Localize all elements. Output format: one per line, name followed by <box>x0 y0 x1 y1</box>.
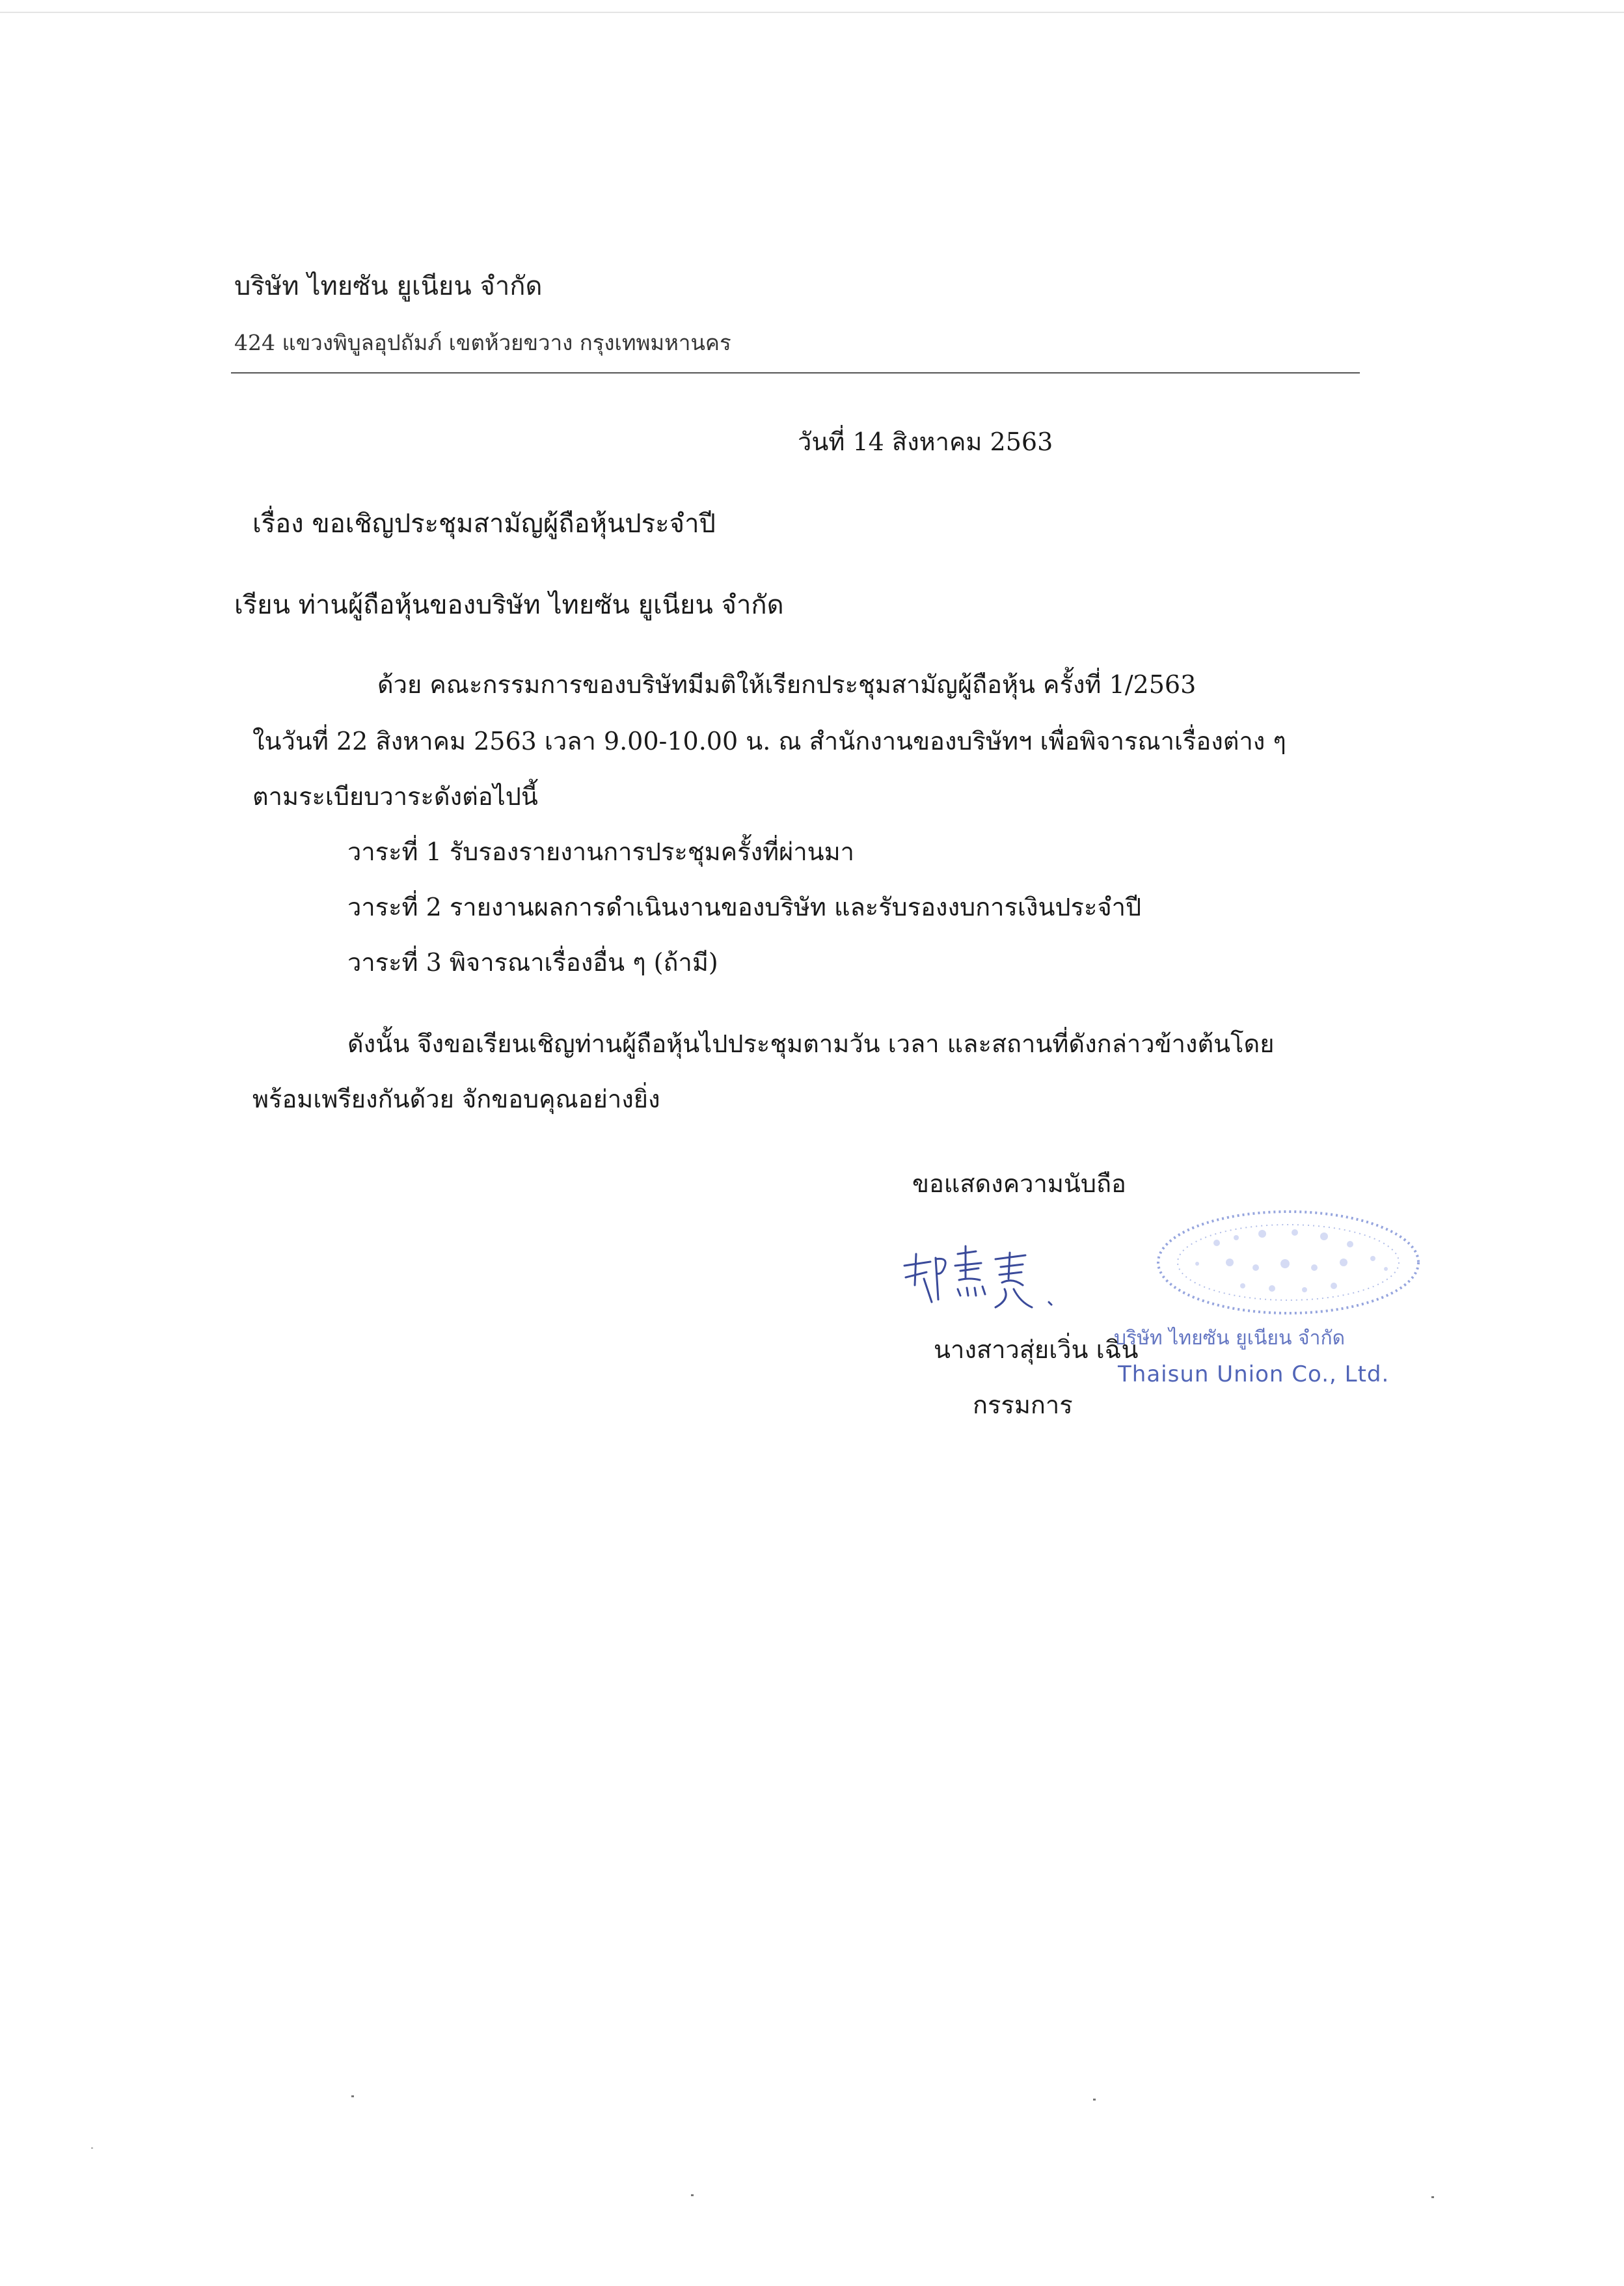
body-line-3: ตามระเบียบวาระดังต่อไปนี้ <box>252 782 538 811</box>
handwritten-signature <box>898 1240 1067 1318</box>
agenda-item-3: วาระที่ 3 พิจารณาเรื่องอื่น ๆ (ถ้ามี) <box>347 948 718 977</box>
company-name: บริษัท ไทยซัน ยูเนียน จำกัด <box>234 271 543 301</box>
signer-title: กรรมการ <box>973 1391 1073 1419</box>
conclusion-line-2: พร้อมเพรียงกันด้วย จักขอบคุณอย่างยิ่ง <box>252 1085 660 1113</box>
scan-speck <box>691 2194 694 2196</box>
letter-date: วันที่ 14 สิงหาคม 2563 <box>798 428 1053 456</box>
scan-speck <box>1431 2196 1434 2198</box>
letterhead-divider <box>231 372 1360 374</box>
letter-subject: เรื่อง ขอเชิญประชุมสามัญผู้ถือหุ้นประจำปี <box>252 509 716 539</box>
body-line-1: ด้วย คณะกรรมการของบริษัทมีมติให้เรียกประชุมสามัญผู้ถือหุ้น ครั้งที่ 1/2563 <box>377 670 1197 699</box>
company-address: 424 แขวงพิบูลอุปถัมภ์ เขตห้วยขวาง กรุงเทพมหานคร <box>234 330 731 355</box>
closing-phrase: ขอแสดงความนับถือ <box>912 1169 1126 1198</box>
agenda-item-1: วาระที่ 1 รับรองรายงานการประชุมครั้งที่ผ่านมา <box>347 837 855 866</box>
scan-speck <box>351 2095 354 2097</box>
page-top-edge <box>0 12 1624 13</box>
letter-salutation: เรียน ท่านผู้ถือหุ้นของบริษัท ไทยซัน ยูเนียน จำกัด <box>234 590 784 620</box>
stamp-english-name: Thaisun Union Co., Ltd. <box>1118 1361 1390 1387</box>
signer-name: นางสาวสุ่ยเวิ่น เฉิน <box>934 1335 1139 1364</box>
agenda-item-2: วาระที่ 2 รายงานผลการดำเนินงานของบริษัท และรับรองงบการเงินประจำปี <box>347 893 1142 921</box>
conclusion-line-1: ดังนั้น จึงขอเรียนเชิญท่านผู้ถือหุ้นไปประชุมตามวัน เวลา และสถานที่ดังกล่าวข้างต้นโดย <box>347 1029 1275 1058</box>
scan-speck <box>1093 2099 1096 2101</box>
stamp-thai-name: บริษัท ไทยซัน ยูเนียน จำกัด <box>1114 1327 1346 1350</box>
body-line-2: ในวันที่ 22 สิงหาคม 2563 เวลา 9.00-10.00 น. ณ สำนักงานของบริษัทฯ เพื่อพิจารณาเรื่องต่าง ๆ <box>252 727 1286 755</box>
scan-speck <box>91 2147 93 2149</box>
